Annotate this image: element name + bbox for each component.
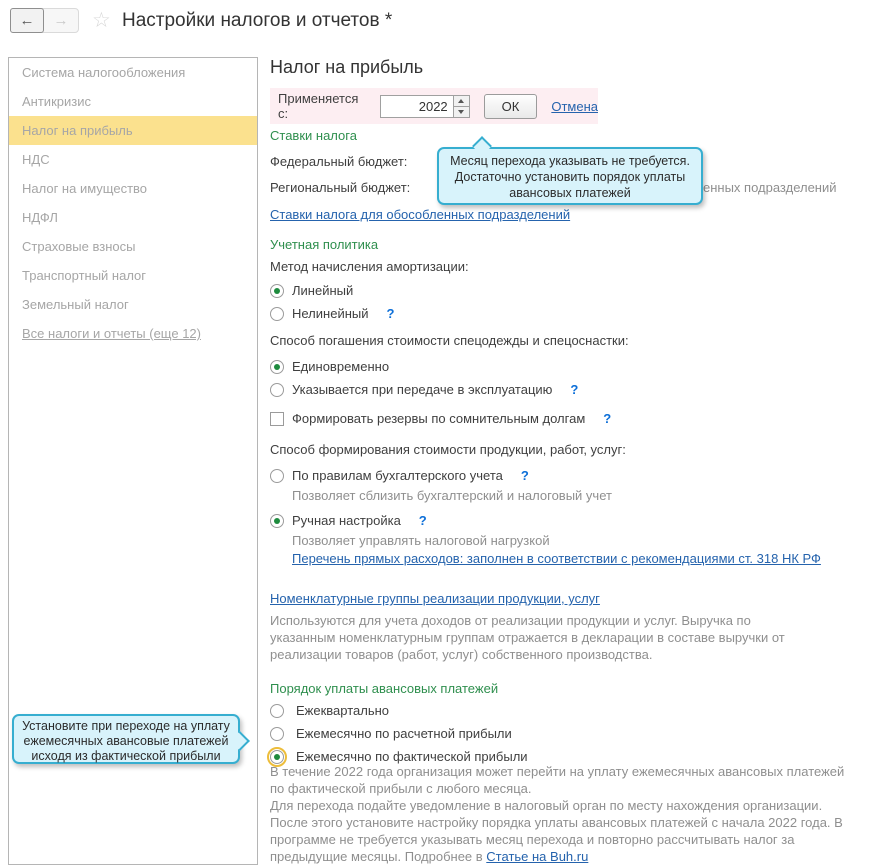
- radio-button[interactable]: [270, 307, 284, 321]
- back-arrow-icon: ←: [19, 12, 35, 29]
- callout-text: Установите при переходе на уплату ежемесячных авансовые платежей исходя из фактической прибыли: [22, 719, 230, 763]
- workwear-label: Способ погашения стоимости спецодежды и спецоснастки:: [270, 333, 629, 348]
- radio-button[interactable]: [270, 727, 284, 741]
- radio-button[interactable]: [270, 284, 284, 298]
- callout-advance-hint: [12, 714, 240, 764]
- federal-budget-label: Федеральный бюджет:: [270, 154, 408, 169]
- radio-label: Нелинейный: [292, 306, 369, 321]
- sidebar-item-nds[interactable]: НДС: [22, 152, 50, 167]
- tooltip-month-note: [437, 147, 703, 205]
- radio-option-nonlinear[interactable]: [270, 302, 394, 325]
- help-icon[interactable]: ?: [418, 513, 427, 528]
- radio-label: По правилам бухгалтерского учета: [292, 468, 503, 483]
- clipped-text-fragment: енных подразделений: [703, 180, 837, 195]
- radio-button[interactable]: [270, 383, 284, 397]
- sidebar-item-ndfl[interactable]: НДФЛ: [22, 210, 58, 225]
- section-header-policy: Учетная политика: [270, 237, 379, 252]
- radio-label: Ежемесячно по фактической прибыли: [296, 749, 528, 764]
- radio-option-linear[interactable]: [270, 279, 353, 302]
- buhru-link[interactable]: Статье на Buh.ru: [486, 849, 589, 864]
- reserves-checkbox-row[interactable]: [270, 407, 611, 430]
- radio-label: Ручная настройка: [292, 513, 401, 528]
- apply-year-bar: [270, 88, 598, 124]
- forward-arrow-icon: →: [53, 12, 69, 29]
- help-icon[interactable]: ?: [386, 306, 395, 321]
- regional-budget-label: Региональный бюджет:: [270, 180, 411, 195]
- help-icon[interactable]: ?: [603, 411, 612, 426]
- window-title: Настройки налогов и отчетов *: [122, 10, 393, 31]
- radio-button[interactable]: [270, 514, 284, 528]
- sidebar-item-all-taxes-link[interactable]: Все налоги и отчеты (еще 12): [22, 326, 201, 341]
- sidebar-item-land-tax[interactable]: Земельный налог: [22, 297, 129, 312]
- radio-button[interactable]: [270, 469, 284, 483]
- radio-label: Ежеквартально: [296, 703, 390, 718]
- advance-note-tail: предыдущие месяцы. Подробнее в: [270, 849, 487, 864]
- nav-buttons: [10, 8, 79, 33]
- help-icon[interactable]: ?: [520, 468, 529, 483]
- year-spinner: [454, 95, 470, 118]
- radio-option-on-transfer[interactable]: [270, 378, 578, 401]
- tooltip-text: Месяц перехода указывать не требуется. Достаточно установить порядок уплаты авансовых платежей: [450, 154, 690, 200]
- radio-button[interactable]: [270, 360, 284, 374]
- cost-formation-label: Способ формирования стоимости продукции, работ, услуг:: [270, 442, 626, 457]
- checkbox[interactable]: [270, 412, 284, 426]
- advance-note: В течение 2022 года организация может перейти на уплату ежемесячных авансовых платежей по фактической прибыли с любого месяца. Для перехода подайте уведомление в налоговый орган по месту нахождения организации. После этого установите настройку порядка уплаты авансовых платежей с начала 2022 года. В программе не требуется указывать месяц перехода и повторно рассчитывать налог за предыдущие месяцы. Подробнее в Статье на Buh.ru: [270, 764, 845, 864]
- spinner-up-button[interactable]: [454, 95, 470, 107]
- radio-label: Ежемесячно по расчетной прибыли: [296, 726, 512, 741]
- sidebar-item-anticrisis[interactable]: Антикризис: [22, 94, 91, 109]
- option-description: Позволяет управлять налоговой нагрузкой: [292, 533, 550, 548]
- option-description: Позволяет сблизить бухгалтерский и налоговый учет: [292, 488, 612, 503]
- cancel-link[interactable]: Отмена: [551, 98, 598, 114]
- radio-label: Линейный: [292, 283, 354, 298]
- radio-option-manual-setup[interactable]: [270, 509, 427, 532]
- radio-option-accounting-rules[interactable]: [270, 464, 529, 487]
- help-icon[interactable]: ?: [570, 382, 579, 397]
- sidebar-item-insurance[interactable]: Страховые взносы: [22, 239, 136, 254]
- radio-button[interactable]: [270, 704, 284, 718]
- section-header-rates: Ставки налога: [270, 128, 357, 143]
- radio-option-quarterly[interactable]: [270, 699, 389, 722]
- radio-option-once[interactable]: [270, 355, 389, 378]
- spinner-down-button[interactable]: [454, 107, 470, 118]
- sidebar-item-taxation-system[interactable]: Система налогообложения: [22, 65, 186, 80]
- main-title: Налог на прибыль: [270, 57, 424, 77]
- sidebar-item-profit-tax[interactable]: Налог на прибыль: [9, 116, 257, 145]
- apply-year-label: Применяется с:: [278, 91, 359, 121]
- radio-label: Единовременно: [292, 359, 390, 374]
- ok-button[interactable]: ОК: [484, 94, 538, 119]
- checkbox-label: Формировать резервы по сомнительным долгам: [292, 411, 586, 426]
- amortization-label: Метод начисления амортизации:: [270, 259, 469, 274]
- back-button[interactable]: [10, 8, 44, 33]
- radio-button[interactable]: [270, 750, 284, 764]
- section-header-advance: Порядок уплаты авансовых платежей: [270, 681, 499, 696]
- direct-expenses-link[interactable]: Перечень прямых расходов: заполнен в соответствии с рекомендациями ст. 318 НК РФ: [292, 551, 821, 566]
- branch-rates-link[interactable]: Ставки налога для обособленных подразделений: [270, 207, 571, 222]
- forward-button[interactable]: [44, 9, 78, 32]
- nomenclature-description: Используются для учета доходов от реализации продукции и услуг. Выручка по указанным номенклатурным группам отражается в декларации в составе выручки от реализации товаров (работ, услуг) собственного производства.: [270, 613, 785, 662]
- radio-option-monthly-estimated[interactable]: [270, 722, 512, 745]
- radio-label: Указывается при передаче в эксплуатацию: [292, 382, 553, 397]
- nomenclature-groups-link[interactable]: Номенклатурные группы реализации продукции, услуг: [270, 591, 600, 606]
- chevron-down-icon: [458, 110, 464, 114]
- chevron-up-icon: [458, 99, 464, 103]
- sidebar-item-transport-tax[interactable]: Транспортный налог: [22, 268, 147, 283]
- sidebar-item-property-tax[interactable]: Налог на имущество: [22, 181, 148, 196]
- year-input[interactable]: [380, 95, 454, 118]
- favorite-star-icon[interactable]: ☆: [92, 9, 111, 32]
